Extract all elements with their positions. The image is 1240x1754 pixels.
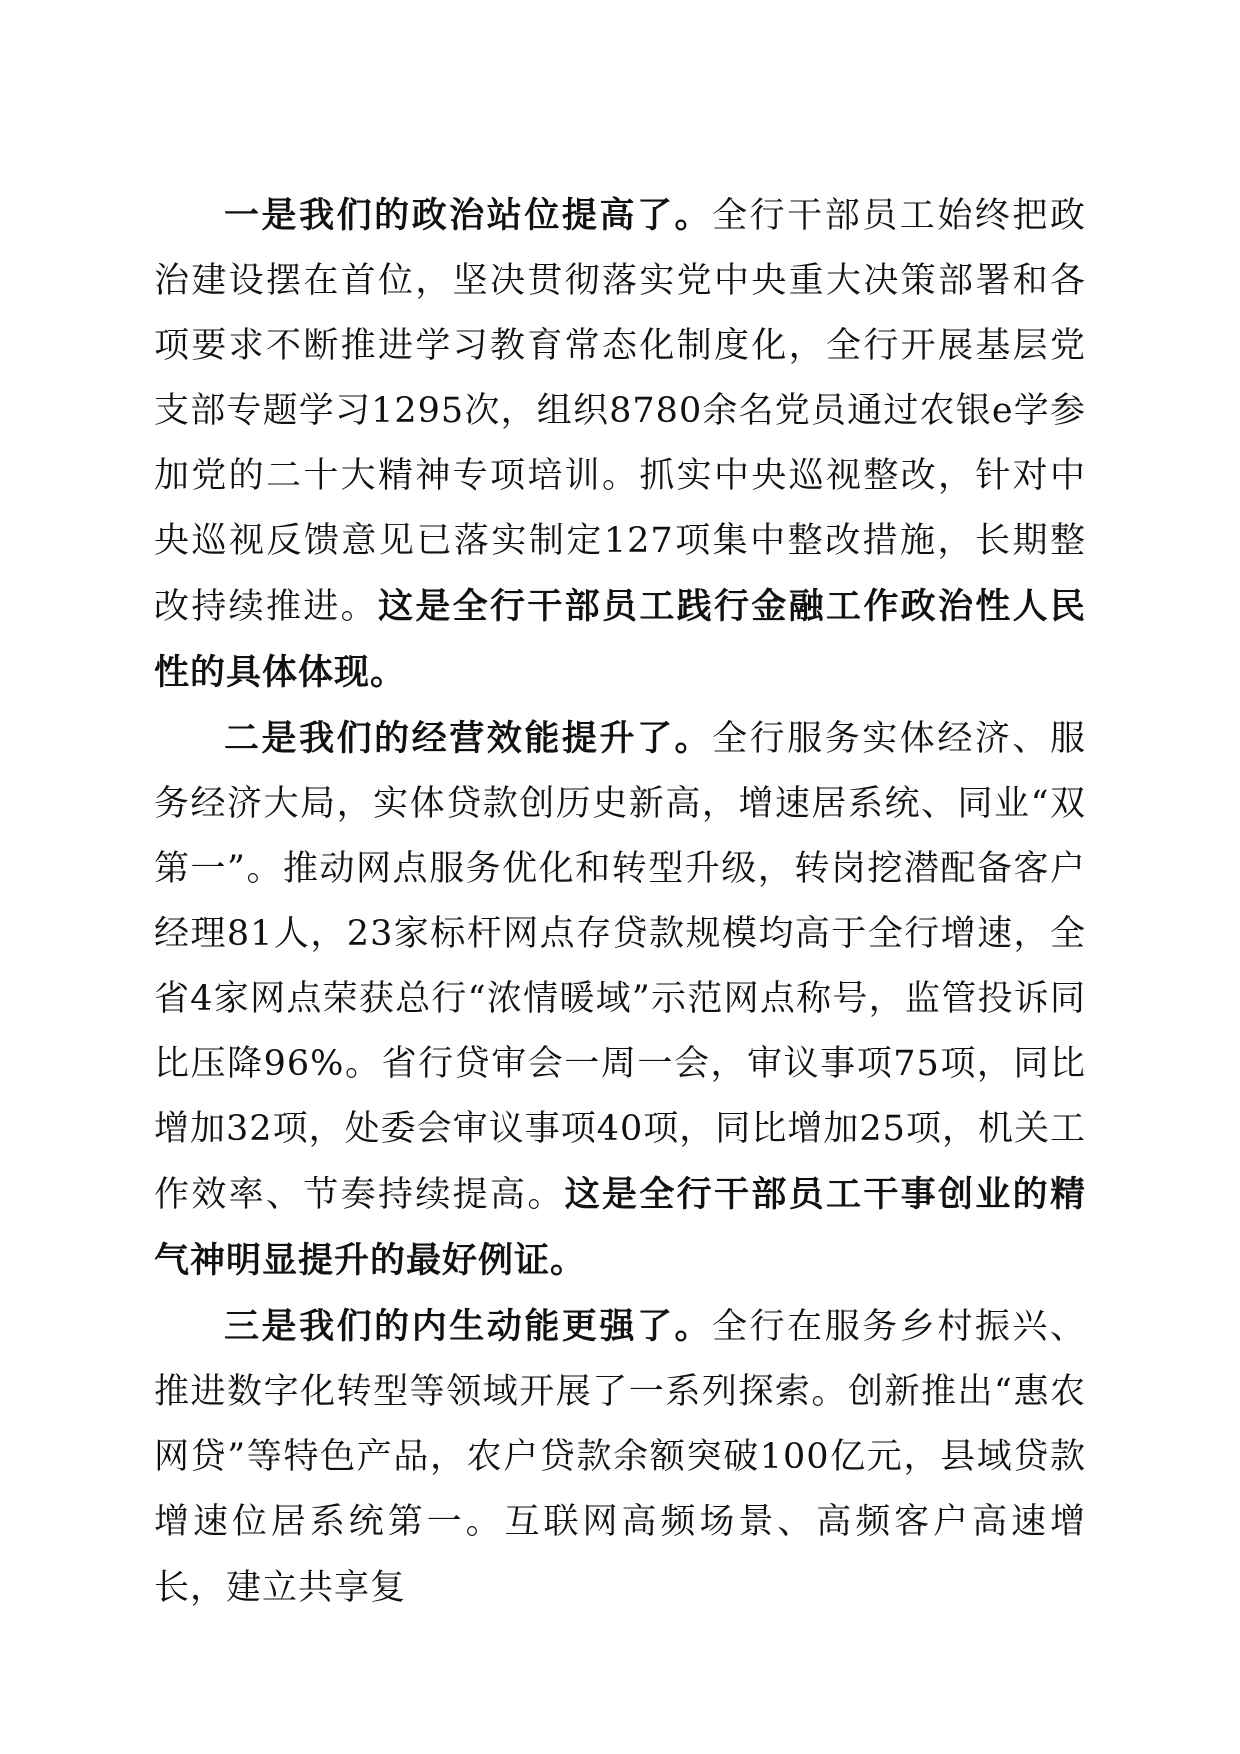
paragraph-lead: 三是我们的内生动能更强了。	[224, 1306, 713, 1347]
paragraph-conclusion: 这是全行干部员工践行金融工作政治性人民性的具体体现。	[154, 586, 1086, 693]
paragraph-body: 全行在服务乡村振兴、推进数字化转型等领域开展了一系列探索。创新推出“惠农网贷”等特色产品，农户贷款余额突破100亿元，县域贷款增速位居系统第一。互联网高频场景、高频客户高速增长，建立共享复	[154, 1307, 1086, 1608]
paragraph-internal-momentum	[154, 1294, 1086, 1621]
paragraph-body: 全行干部员工始终把政治建设摆在首位，坚决贯彻落实党中央重大决策部署和各项要求不断推进学习教育常态化制度化，全行开展基层党支部专题学习1295次，组织8780余名党员通过农银e学参加党的二十大精神专项培训。抓实中央巡视整改，针对中央巡视反馈意见已落实制定127项集中整改措施，长期整改持续推进。	[154, 196, 1086, 627]
paragraph-political-standing	[154, 183, 1086, 706]
paragraph-lead: 二是我们的经营效能提升了。	[224, 718, 713, 759]
paragraph-lead: 一是我们的政治站位提高了。	[224, 195, 713, 236]
paragraph-body: 全行服务实体经济、服务经济大局，实体贷款创历史新高，增速居系统、同业“双第一”。推动网点服务优化和转型升级，转岗挖潜配备客户经理81人，23家标杆网点存贷款规模均高于全行增速，全省4家网点荣获总行“浓情暖域”示范网点称号，监管投诉同比压降96%。省行贷审会一周一会，审议事项75项，同比增加32项，处委会审议事项40项，同比增加25项，机关工作效率、节奏持续提高。	[154, 719, 1086, 1215]
paragraph-operating-efficiency	[154, 706, 1086, 1294]
paragraph-conclusion: 这是全行干部员工干事创业的精气神明显提升的最好例证。	[154, 1174, 1086, 1281]
document-page	[154, 183, 1086, 1621]
